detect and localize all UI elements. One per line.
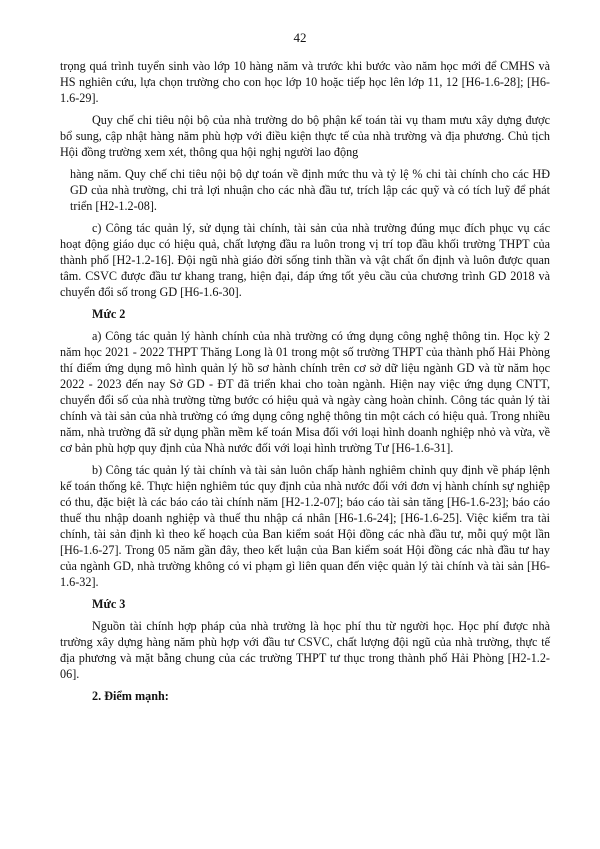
heading-strengths: 2. Điểm mạnh: [92, 689, 169, 703]
paragraph-spending-rules: Quy chế chi tiêu nội bộ của nhà trường do bộ phận kế toán tài vụ tham mưu xây dựng được bổ sung, cập nhật hàng năm phù hợp với điều kiện thực tế của nhà trường và địa phương. Chủ tịch Hội đồng trường xem xét, thông qua hội nghị người lao động [60, 113, 550, 159]
paragraph-annual-budget: hàng năm. Quy chế chi tiêu nội bộ dự toán về định mức thu và tỷ lệ % chi tài chính cho các HĐ GD của nhà trường, chi trả lợi nhuận cho các nhà đầu tư, trích lập các quỹ và có tích luỹ để phát triển [H2-1.2-08]. [70, 167, 550, 213]
paragraph-accounting-compliance-b: b) Công tác quản lý tài chính và tài sản luôn chấp hành nghiêm chỉnh quy định về pháp lệnh kế toán thống kê. Thực hiện nghiêm túc quy định của nhà nước đối với đơn vị hành chính sự nghiệp có thu, đặc biệt là các báo cáo tài chính năm [H2-1.2-07]; báo cáo tài sản tăng [H6-1.6-23]; báo cáo thuế thu nhập doanh nghiệp và thuế thu nhập cá nhân [H6-1.6-24]; [H6-1.6-25]. Việc kiểm tra tài chính, tài sản định kì theo kế hoạch của Ban kiểm soát Hội đồng các nhà đầu tư, mỗi quý một lần [H6-1.6-27]. Trong 05 năm gần đây, theo kết luận của Ban kiểm soát Hội đồng các nhà đầu tư hay của ngành GD, nhà trường không có vi phạm gì liên quan đến việc quản lý tài chính và tài sản [H6-1.6-32]. [60, 463, 550, 589]
page-content [60, 58, 550, 710]
paragraph-tuition-source: Nguồn tài chính hợp pháp của nhà trường là học phí thu từ người học. Học phí được nhà trường xây dựng hàng năm phù hợp với đầu tư CSVC, chất lượng đội ngũ của nhà trường, thực tế địa phương và mặt bằng chung của các trường THPT tư thục trong thành phố Hải Phòng [H2-1.2-06]. [60, 619, 550, 681]
paragraph-finance-management-c: c) Công tác quản lý, sử dụng tài chính, tài sản của nhà trường đúng mục đích phục vụ các hoạt động giáo dục có hiệu quả, chất lượng đầu ra luôn trong vị trí top đầu khối trường THPT của thành phố [H2-1.2-16]. Đội ngũ nhà giáo đời sống tinh thần và vật chất ổn định và luôn được quan tâm. CSVC được đầu tư khang trang, hiện đại, đáp ứng tốt yêu cầu của chương trình GD 2018 và chuyển đổi số trong GD [H6-1.6-30]. [60, 221, 550, 299]
heading-level-3: Mức 3 [92, 597, 126, 611]
paragraph-enrollment: trọng quá trình tuyển sinh vào lớp 10 hàng năm và trước khi bước vào năm học mới để CMHS và HS nghiên cứu, lựa chọn trường cho con học lớp 10 hoặc tiếp học lên lớp 11, 12 [H6-1.6-28]; [H6-1.6-29]. [60, 59, 550, 105]
heading-level-2: Mức 2 [92, 307, 126, 321]
page-number: 42 [293, 30, 307, 45]
paragraph-admin-it-a: a) Công tác quản lý hành chính của nhà trường có ứng dụng công nghệ thông tin. Học kỳ 2 năm học 2021 - 2022 THPT Thăng Long là 01 trong một số trường THPT của thành phố Hải Phòng thí điểm ứng dụng mô hình quản lý hồ sơ hành chính trên cơ sở dữ liệu ngành GD và từ năm học 2022 - 2023 đến nay Sở GD - ĐT đã triển khai cho toàn ngành. Hiện nay việc ứng dụng CNTT, chuyển đổi số của nhà trường từng bước có hiệu quả và ngày càng hoàn chỉnh. Công tác quản lý tài chính và tài sản của nhà trường có ứng dụng công nghệ thông tin một cách có hiệu quả. Trong nhiều năm, nhà trường đã sử dụng phần mềm kế toán Misa đối với loại hình doanh nghiệp nhỏ và vừa, về cơ bản phù hợp quy định của Nhà nước đối với loại hình trường Tư [H6-1.6-31]. [60, 329, 550, 455]
